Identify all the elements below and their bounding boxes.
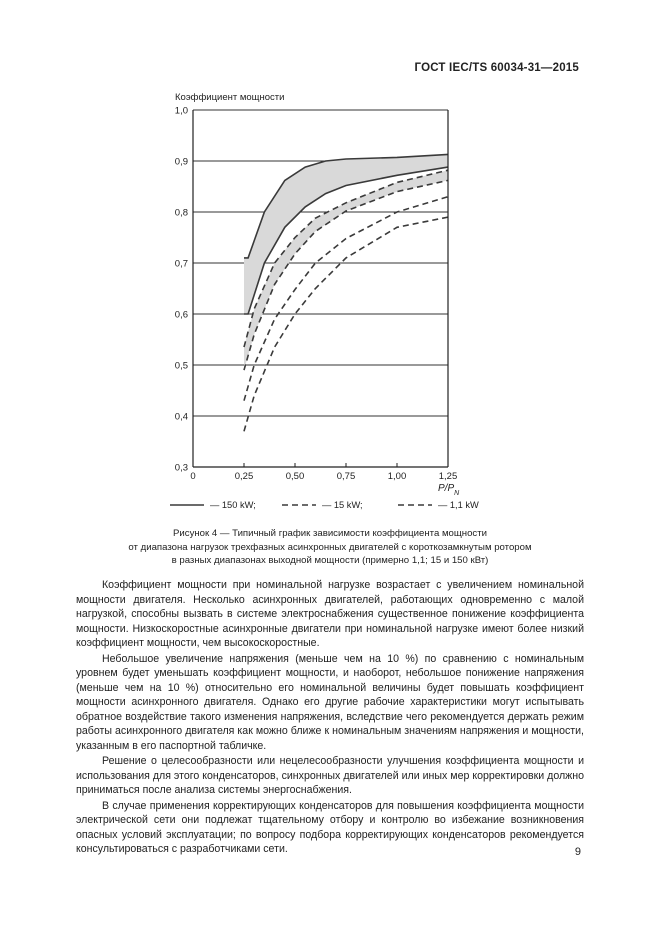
legend-label: — 150 kW; (210, 500, 256, 510)
chart-svg (150, 88, 480, 518)
series-line-2-lower (244, 217, 448, 431)
document-header: ГОСТ IEC/TS 60034-31—2015 (414, 62, 579, 74)
x-tick-label: 0,50 (285, 471, 305, 482)
y-tick-label: 0,4 (174, 411, 188, 423)
x-tick-label: 0 (190, 471, 196, 482)
paragraph: Коэффициент мощности при номинальной нагрузке возрастает с увеличением номинальной мощности двигателя. Несколько асинхронных двигателей, работающих одновременно с малой нагрузкой, способны вызвать в системе электроснабжения существенное понижение коэффициента мощности. Низкоскоростные асинхронные двигатели при номинальной нагрузке имеют более низкий коэффициент мощности, чем высокоскоростные. (76, 579, 584, 649)
power-factor-chart (150, 88, 480, 518)
x-axis-label: $P/P_N$ (438, 483, 460, 497)
paragraph: Небольшое увеличение напряжения (меньше чем на 10 %) по сравнению с номинальным уровнем будет уменьшать коэффициент мощности, и наоборот, небольшое понижение напряжения (меньше чем на 10 %) относительно его номинальной величины будет повышать коэффициент мощности асинхронного двигателя. Однако его другие рабочие характеристики могут испытывать обратное воздействие такого изменения напряжения, вследствие чего рекомендуется держать режим работы асинхронного двигателя как можно ближе к номинальным значениям напряжения и мощности, указанным в его паспортной табличке. (76, 652, 584, 752)
paragraph: В случае применения корректирующих конденсаторов для повышения коэффициента мощности электрической сети они подлежат тщательному отбору и контролю во избежание возникновения опасных условий эксплуатации; по вопросу подбора корректирующих конденсаторов рекомендуется консультироваться с разработчиками сети. (76, 799, 584, 855)
body-text (76, 578, 584, 858)
page-number: 9 (574, 846, 581, 858)
y-tick-label: 0,3 (174, 462, 188, 474)
legend-label: — 15 kW; (322, 500, 363, 510)
y-tick-label: 0,8 (174, 207, 188, 219)
y-tick-label: 0,7 (174, 258, 188, 270)
paragraph: Решение о целесообразности или нецелесообразности улучшения коэффициента мощности и использования для этого конденсаторов, синхронных двигателей или иных мер корректировки должно приниматься после анализа системы энергоснабжения. (76, 755, 584, 796)
x-tick-label: 0,25 (234, 471, 254, 482)
caption-line-2: от диапазона нагрузок трехфазных асинхронных двигателей с короткозамкнутым ротором (128, 541, 532, 553)
x-tick-label: 1,25 (438, 471, 458, 482)
x-tick-label: 0,75 (336, 471, 356, 482)
y-tick-label: 1,0 (174, 105, 188, 117)
y-axis-label: Коэффициент мощности (175, 92, 285, 103)
legend-label: — 1,1 kW (438, 500, 479, 510)
x-tick-label: 1,00 (387, 471, 407, 482)
caption-line-1: Рисунок 4 — Типичный график зависимости коэффициента мощности (173, 528, 487, 539)
caption-line-3: в разных диапазонах выходной мощности (примерно 1,1; 15 и 150 кВт) (171, 555, 489, 566)
figure-caption (80, 527, 580, 568)
y-tick-label: 0,5 (174, 360, 188, 372)
y-tick-label: 0,6 (174, 309, 188, 321)
y-tick-label: 0,9 (174, 156, 188, 168)
